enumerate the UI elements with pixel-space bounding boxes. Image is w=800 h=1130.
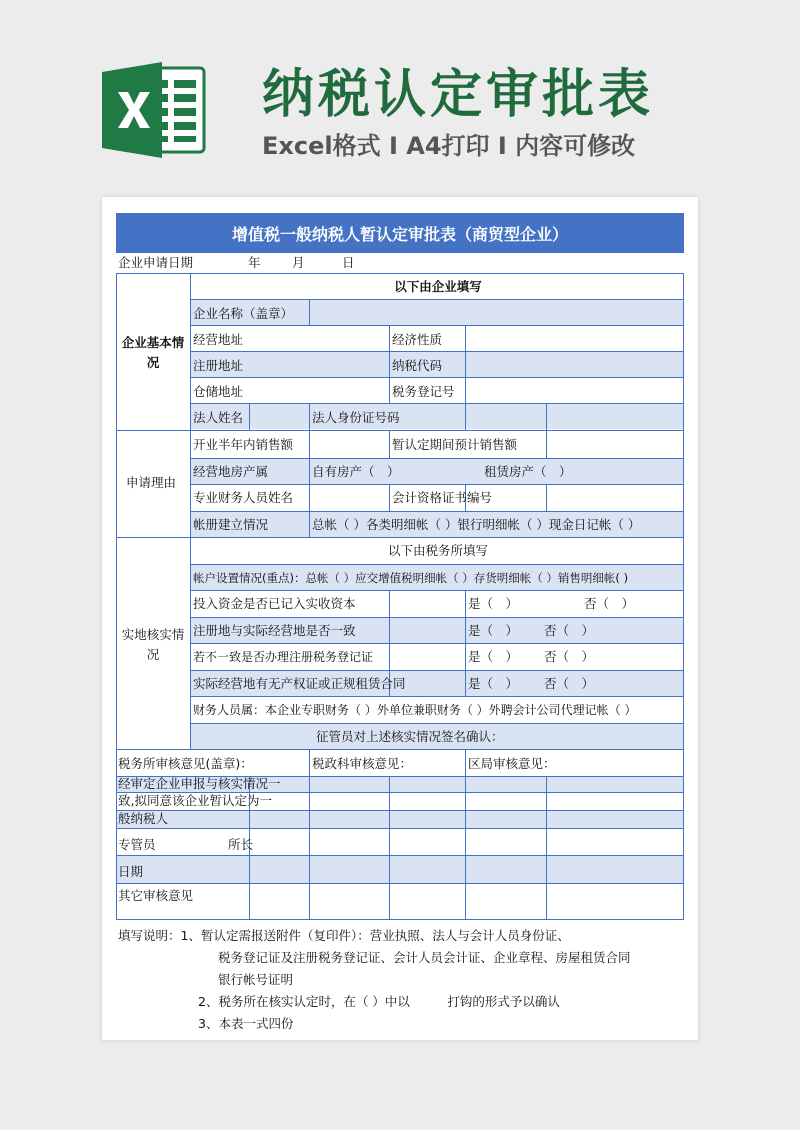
economic-nature-label: 经济性质 [392, 332, 443, 347]
answer-no-3: 否（ ） [544, 649, 595, 664]
books-options: 总帐（ ）各类明细帐（ ）银行明细帐（ ）现金日记帐（ ） [312, 517, 641, 532]
enterprise-fill-title: 以下由企业填写 [394, 279, 482, 294]
rent-property-option: 租赁房产（ ） [484, 464, 572, 479]
question-capital: 投入资金是否已记入实收资本 [193, 596, 356, 611]
officer-confirm-label: 征管员对上述核实情况签名确认： [316, 729, 504, 744]
note-line-1: 填写说明：1、暂认定需报送附件（复印件）：营业执照、法人与会计人员身份证、 [118, 928, 570, 943]
tax-code-label: 纳税代码 [392, 358, 443, 373]
tax-reg-no-label: 税务登记号 [392, 384, 455, 399]
answer-no-4: 否（ ） [544, 676, 595, 691]
excel-logo-icon [100, 60, 210, 160]
expected-sales-label: 暂认定期间预计销售额 [392, 437, 518, 452]
finance-staff-label: 财务人员属：本企业专职财务（ ）外单位兼职财务（ ）外聘会计公司代理记帐（ ） [193, 703, 637, 717]
apply-date-year: 年 [248, 255, 261, 270]
policy-review-label: 税政科审核意见： [312, 756, 413, 771]
warehouse-address-label: 仓储地址 [193, 384, 244, 399]
answer-yes-1: 是（ ） [468, 596, 519, 611]
accountant-name-label: 专业财务人员姓名 [193, 490, 294, 505]
approval-text-3: 般纳税人 [118, 811, 169, 826]
note-line-3: 银行帐号证明 [218, 972, 294, 987]
form-table [116, 253, 684, 920]
note-line-2: 税务登记证及注册税务登记证、会计人员会计证、企业章程、房屋租赁合同 [218, 950, 631, 965]
question-property-cert: 实际经营地有无产权证或正规租赁合同 [193, 676, 406, 691]
legal-id-label: 法人身份证号码 [312, 410, 400, 425]
section-reason: 申请理由 [126, 475, 177, 490]
answer-no-1: 否（ ） [584, 596, 635, 611]
answer-yes-2: 是（ ） [468, 623, 519, 638]
approval-text-1: 经审定企业申报与核实情况一 [118, 776, 281, 791]
apply-date-month: 月 [292, 255, 305, 270]
accountant-cert-label: 会计资格证书编号 [392, 490, 493, 505]
apply-date-label: 企业申请日期 [118, 255, 194, 270]
business-address-label: 经营地址 [193, 332, 244, 347]
answer-yes-4: 是（ ） [468, 676, 519, 691]
fill-instructions [118, 925, 688, 1035]
registered-address-label: 注册地址 [193, 358, 244, 373]
note-line-4: 2、税务所在核实认定时，在（ ）中以 打钩的形式予以确认 [198, 994, 560, 1009]
apply-date-day: 日 [342, 255, 355, 270]
company-name-label: 企业名称（盖章） [193, 306, 294, 321]
other-review-label: 其它审核意见 [118, 888, 194, 903]
date-label: 日期 [118, 864, 144, 879]
answer-yes-3: 是（ ） [468, 649, 519, 664]
question-registration: 若不一致是否办理注册税务登记证 [193, 650, 374, 664]
district-review-label: 区局审核意见： [468, 756, 556, 771]
form-header: 增值税一般纳税人暂认定审批表（商贸型企业） [116, 213, 684, 253]
note-line-5: 3、本表一式四份 [198, 1016, 294, 1031]
banner-title: 纳税认定审批表 [262, 65, 655, 125]
legal-name-label: 法人姓名 [193, 410, 244, 425]
half-year-sales-label: 开业半年内销售额 [193, 437, 294, 452]
answer-no-2: 否（ ） [544, 623, 595, 638]
question-address-match: 注册地与实际经营地是否一致 [193, 623, 356, 638]
own-property-option: 自有房产（ ） [312, 464, 400, 479]
tax-office-fill-title: 以下由税务所填写 [387, 543, 488, 558]
section-basic: 企业基本情况 [121, 335, 185, 370]
section-verify: 实地核实情况 [121, 627, 185, 662]
officer-label: 专管员 [118, 837, 156, 852]
approval-text-2: 致,拟同意该企业暂认定为一 [118, 793, 272, 808]
books-status-label: 帐册建立情况 [193, 517, 269, 532]
property-owner-label: 经营地房产属 [193, 464, 269, 479]
office-review-label: 税务所审核意见(盖章)： [118, 756, 253, 771]
director-label: 所长 [228, 837, 254, 852]
banner-subtitle: Excel格式 I A4打印 I 内容可修改 [262, 132, 636, 160]
table-grid [116, 253, 684, 920]
account-setup-label: 帐户设置情况(重点)：总帐（ ）应交增值税明细帐（ ）存货明细帐（ ）销售明细帐( ) [193, 571, 629, 585]
